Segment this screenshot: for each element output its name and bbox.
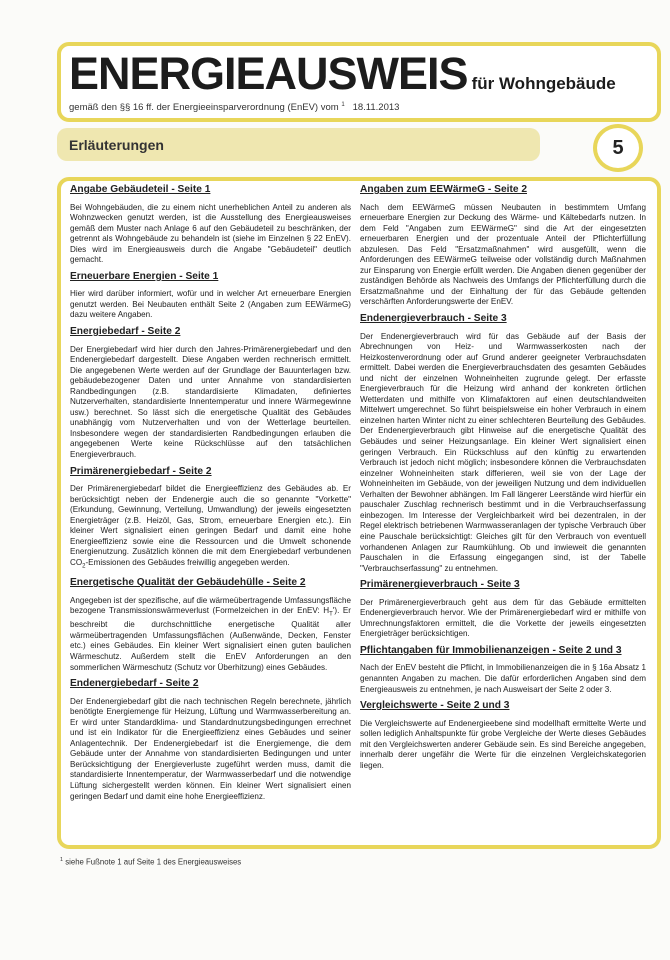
page-number: 5 xyxy=(593,124,643,172)
section-text: Der Endenergieverbrauch wird für das Gebäude auf der Basis der Abrechnungen von Heiz- und Warmwasserkosten nach der Heizkostenverordnung oder auf Grund anderer geeigneter Verbrauchsdaten ermittelt. Dabei werden die Energieverbrauchsdaten des gesamten Gebäudes und nicht der einzelnen Wohneinheiten zugrunde gelegt. Der erfasste Energieverbrauch für die Heizung wird anhand der konkreten örtlichen Wetterdaten und mithilfe von Klimafaktoren auf einen deutschlandweiten Mittelwert umgerechnet. So führt beispielsweise ein hoher Verbrauch in einem einzelnen harten Winter nicht zu einer schlechteren Beurteilung des Gebäudes. Der Endenergieverbrauch gibt Hinweise auf die energetische Qualität des Gebäudes und seiner Heizungsanlage. Ein kleiner Wert signalisiert einen geringen Verbrauch. Ein Rückschluss auf den künftig zu erwartenden Verbrauch ist jedoch nicht möglich; insbesondere können die Verbrauchsdaten einzelner Wohneinheiten stark differieren, weil sie von der Lage der Wohneinheiten im Gebäude, von der jeweiligen Nutzung und dem individuellen Verhalten der Bewohner abhängen. Im Fall längerer Leerstände wird hierfür ein pauschaler Zuschlag rechnerisch bestimmt und in die Verbrauchserfassung einbezogen. Im Interesse der Vergleichbarkeit wird bei dezentralen, in der Regel elektrisch betriebenen Warmwasseranlagen der typische Verbrauch über eine Pauschale berücksichtigt: Gleiches gilt für den Verbrauch von eventuell vorhandenen Anlagen zur Raumkühlung. Ob und inwieweit die genannten Pauschalen in die Erfassung eingegangen sind, ist der Tabelle "Verbrauchserfassung" zu entnehmen. xyxy=(360,331,646,573)
section-text: Nach dem EEWärmeG müssen Neubauten in bestimmtem Umfang erneuerbare Energien zur Deckung des Wärme- und Kältebedarfs nutzen. In dem Feld "Angaben zum EEWärmeG" sind die Art der eingesetzten erneuerbaren Energien und der prozentuale Anteil der Pflichterfüllung abzulesen. Das Feld "Ersatzmaßnahmen" wird ausgefüllt, wenn die Anforderungen des EEWärmeG teilweise oder vollständig durch Maßnahmen zur Einsparung von Energie erfüllt werden. Die Angaben dienen gegenüber der zuständigen Behörde als Nachweis des Umfangs der Pflichterfüllung durch die Ersatzmaßnahme und der Einhaltung der für das Gebäude geltenden verschärften Anforderungswerte der EnEV. xyxy=(360,202,646,307)
section-title: Erläuterungen xyxy=(69,137,164,153)
section-text: Hier wird darüber informiert, wofür und in welcher Art erneuerbare Energien genutzt werden. Bei Neubauten enthält Seite 2 (Angaben zum EEWärmeG) dazu weitere Angaben. xyxy=(70,289,351,320)
section-heading: Endenergieverbrauch - Seite 3 xyxy=(360,313,507,325)
subscript: T xyxy=(329,611,333,618)
section-heading: Primärenergieverbrauch - Seite 3 xyxy=(360,579,520,591)
footnote xyxy=(60,857,241,867)
document-subtitle xyxy=(69,102,399,113)
section-heading: Erneuerbare Energien - Seite 1 xyxy=(70,270,219,282)
text-part: -Emissionen des Gebäudes freiwillig angegeben werden. xyxy=(85,557,290,567)
section-text: Der Energiebedarf wird hier durch den Jahres-Primärenergiebedarf und den Endenergiebedarf dargestellt. Diese Angaben werden rechnerisch ermittelt. Die angegebenen Werte werden auf der Grundlage der Bauunterlagen bzw. gebäudebezogener Daten und unter Annahme von standardisierten Randbedingungen (z.B. standardisierte Klimadaten, definiertes Nutzerverhalten, standardisierte Innentemperatur und innere Wärmegewinne usw.) berechnet. So lässt sich die energetische Qualität des Gebäudes unabhängig vom Nutzerverhalten und von der Wetterlage beurteilen. Insbesondere wegen der standardisierten Randbedingungen erlauben die angegebenen Werte keine Rückschlüsse auf den tatsächlichen Energieverbrauch. xyxy=(70,344,351,460)
section-heading: Angabe Gebäudeteil - Seite 1 xyxy=(70,184,211,195)
section-heading: Vergleichswerte - Seite 2 und 3 xyxy=(360,700,510,712)
issue-date: 18.11.2013 xyxy=(352,102,400,114)
section-text: Nach der EnEV besteht die Pflicht, in Immobilienanzeigen die in § 16a Absatz 1 genannten Angaben zu machen. Die dafür erforderlichen Angaben sind dem Energieausweis zu entnehmen, je nach Ausweisart der Seite 2 oder 3. xyxy=(360,663,646,694)
footnote-text: siehe Fußnote 1 auf Seite 1 des Energieausweises xyxy=(65,857,242,867)
section-text: Der Primärenergieverbrauch geht aus dem für das Gebäude ermittelten Endenergieverbrauch hervor. Wie der Primärenergiebedarf wird er mithilfe von Umrechnungsfaktoren ermittelt, die die Vorkette der jeweils eingesetzten Energieträger berücksichtigen. xyxy=(360,597,646,639)
footnote-marker: 1 xyxy=(341,102,345,108)
section-text: Der Endenergiebedarf gibt die nach technischen Regeln berechnete, jährlich benötigte Energiemenge für Heizung, Lüftung und Warmwasserbereitung an. Er wird unter Standardklima- und Standardnutzungsbedingungen errechnet und ist ein Indikator für die Energieeffizienz eines Gebäudes und seiner Anlagentechnik. Der Endenergiebedarf ist die Energiemenge, die dem Gebäude unter der Annahme von standardisierten Bedingungen und unter Berücksichtigung der Energieverluste zugeführt werden muss, damit die standardisierte Innentemperatur, der Warmwasserbedarf und die notwendige Lüftung sichergestellt werden können. Ein kleiner Wert signalisiert einen geringen Bedarf und damit eine hohe Energieeffizienz. xyxy=(70,696,351,801)
section-heading: Primärenergiebedarf - Seite 2 xyxy=(70,465,212,477)
right-column xyxy=(360,185,646,777)
section-text: Bei Wohngebäuden, die zu einem nicht unerheblichen Anteil zu anderen als Wohnzwecken genutzt werden, ist die Ausstellung des Energieausweises gemäß dem Muster nach Anlage 6 auf den Gebäudeteil zu beschränken, der getrennt als Wohngebäude zu behandeln ist (siehe im Einzelnen § 22 EnEV). Dies wird im Energieausweis durch die Angabe "Gebäudeteil" deutlich gemacht. xyxy=(70,202,351,265)
section-heading: Endenergiebedarf - Seite 2 xyxy=(70,678,199,690)
subscript: 2 xyxy=(82,563,86,570)
left-column xyxy=(70,185,351,808)
text-part: Der Primärenergiebedarf bildet die Energieeffizienz des Gebäudes ab. Er berücksichtigt neben der Endenergie auch die so genannte "Vorkette" (Erkundung, Gewinnung, Verteilung, Umwandlung) der jeweils eingesetzten Energieträger (z.B. Heizöl, Gas, Strom, erneuerbare Energien etc.). Ein kleiner Wert signalisiert einen geringen Bedarf und damit eine hohe Energieeffizienz sowie eine die Ressourcen und die Umwelt schonende Energienutzung. Zusätzlich können die mit dem Energiebedarf verbundenen CO xyxy=(70,484,351,567)
document-title xyxy=(69,48,616,100)
section-heading: Pflichtangaben für Immobilienanzeigen - Seite 2 und 3 xyxy=(360,644,622,656)
text-part: '). Er beschreibt die durchschnittliche energetische Qualität aller wärmeübertragenden Umfassungsflächen (Außenwände, Decken, Fenster etc.) eines Gebäudes. Ein kleiner Wert signalisiert einen guten baulichen Wärmeschutz. Außerdem stellt die EnEV Anforderungen an den sommerlichen Wärmeschutz (Schutz vor Überhitzung) eines Gebäudes. xyxy=(70,606,351,672)
section-heading: Energetische Qualität der Gebäudehülle - Seite 2 xyxy=(70,577,306,589)
section-text xyxy=(70,484,351,572)
footnote-marker: 1 xyxy=(60,857,64,863)
section-text: Die Vergleichswerte auf Endenergieebene sind modellhaft ermittelte Werte und sollen lediglich Anhaltspunkte für grobe Vergleiche der Werte dieses Gebäudes mit den Vergleichswerten anderer Gebäude sein. Es sind Bereiche angegeben, innerhalb derer ungefähr die Werte für die einzelnen Vergleichskategorien liegen. xyxy=(360,718,646,770)
section-text xyxy=(70,596,351,673)
title-main: ENERGIEAUSWEIS xyxy=(69,48,468,99)
section-heading: Energiebedarf - Seite 2 xyxy=(70,326,181,338)
title-suffix: für Wohngebäude xyxy=(471,74,616,93)
subtitle-text: gemäß den §§ 16 ff. der Energieeinsparverordnung (EnEV) vom xyxy=(69,102,339,114)
explanations-box xyxy=(57,177,661,849)
section-bar xyxy=(57,128,540,161)
section-heading: Angaben zum EEWärmeG - Seite 2 xyxy=(360,184,527,195)
document-header xyxy=(57,42,661,122)
text-part: Angegeben ist der spezifische, auf die wärmeübertragende Umfassungsfläche bezogene Transmissionswärmeverlust (Formelzeichen in der EnEV: H xyxy=(70,595,351,616)
